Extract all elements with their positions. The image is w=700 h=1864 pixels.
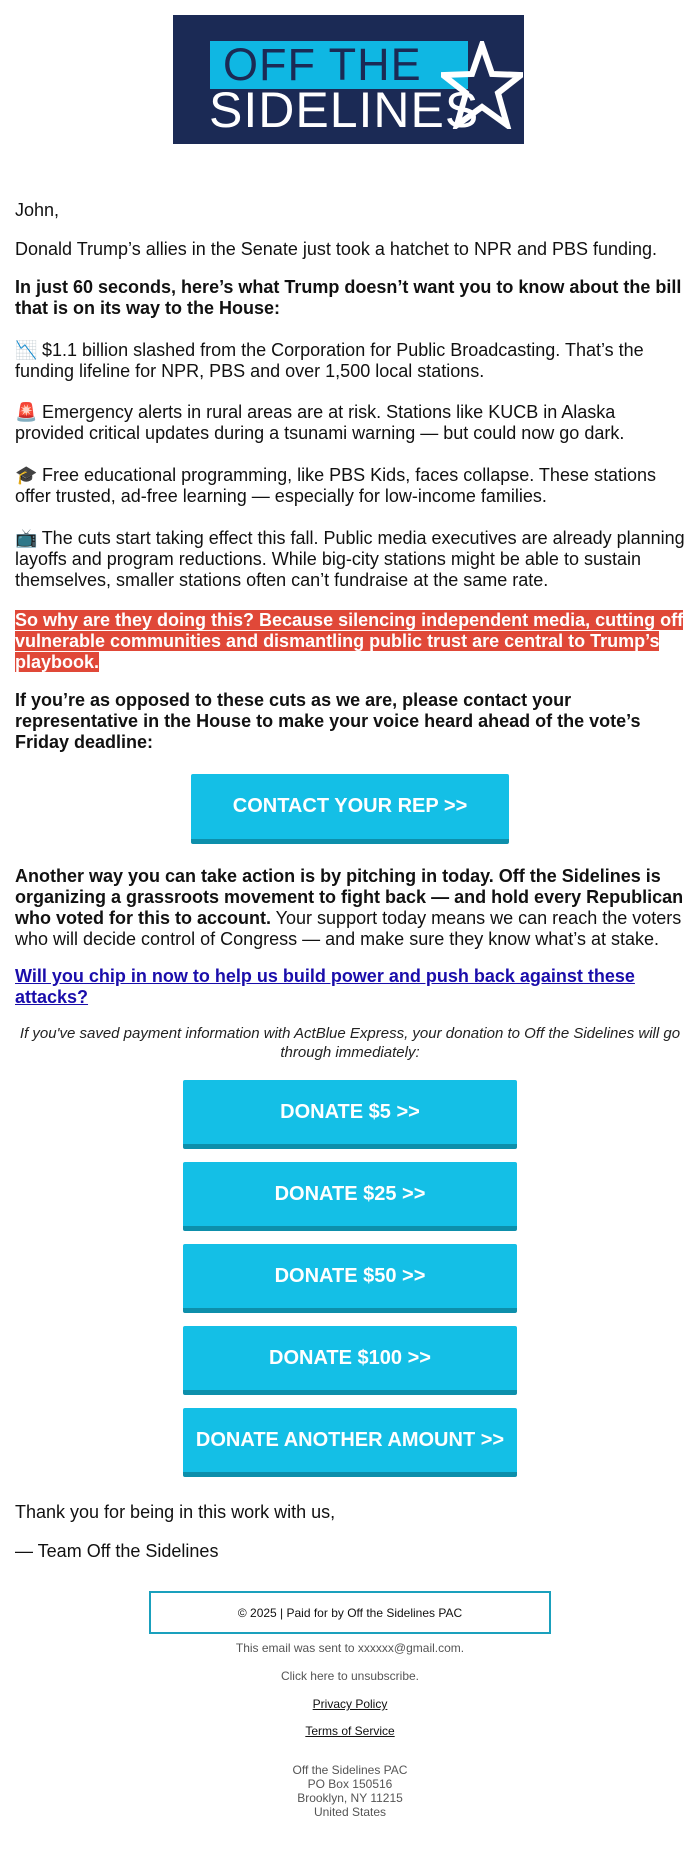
point-text: Free educational programming, like PBS Kids, faces collapse. These stations offer trusted, ad-free learning — especially for low-income families. <box>15 465 656 506</box>
point-text: Emergency alerts in rural areas are at risk. Stations like KUCB in Alaska provided critical updates during a tsunami warning — but could now go dark. <box>15 402 625 443</box>
contact-prompt: If you’re as opposed to these cuts as we are, please contact your representative in the House to make your voice heard ahead of the vote’s Friday deadline: <box>15 690 641 752</box>
point-text: $1.1 billion slashed from the Corporation for Public Broadcasting. That’s the funding lifeline for NPR, PBS and over 1,500 local stations. <box>15 340 644 381</box>
action-bold-text: Another way you can take action is by pitching in today. Off the Sidelines is organizing a grassroots movement to fight back — and hold every Republican who voted for this to account. <box>15 866 684 928</box>
point-1 <box>15 340 685 382</box>
donate-100-button[interactable]: DONATE $100 >> <box>183 1326 517 1395</box>
privacy-policy-link[interactable]: Privacy Policy <box>312 1697 388 1711</box>
terms-of-service-link[interactable]: Terms of Service <box>305 1724 395 1738</box>
unsubscribe-link[interactable]: Click here to unsubscribe. <box>280 1669 420 1683</box>
off-the-sidelines-logo[interactable] <box>173 15 524 144</box>
siren-icon: 🚨 <box>15 402 38 422</box>
address-line-1: Off the Sidelines PAC <box>292 1763 408 1777</box>
point-4 <box>15 528 685 591</box>
signoff-line: — Team Off the Sidelines <box>15 1541 219 1561</box>
contact-your-rep-button[interactable]: CONTACT YOUR REP >> <box>191 774 509 844</box>
donate-other-amount-button[interactable]: DONATE ANOTHER AMOUNT >> <box>183 1408 517 1477</box>
donate-50-button[interactable]: DONATE $50 >> <box>183 1244 517 1313</box>
thanks-line: Thank you for being in this work with us, <box>15 1502 336 1522</box>
highlight-paragraph <box>15 610 685 673</box>
star-icon <box>441 41 523 129</box>
action-paragraph <box>15 866 685 950</box>
donate-5-button[interactable]: DONATE $5 >> <box>183 1080 517 1149</box>
address-line-4: United States <box>313 1805 387 1819</box>
actblue-note: If you've saved payment information with ActBlue Express, your donation to Off the Sidelines will go through immediately: <box>19 1025 681 1061</box>
point-2 <box>15 402 685 444</box>
intro-paragraph: Donald Trump’s allies in the Senate just took a hatchet to NPR and PBS funding. <box>15 239 658 259</box>
chart-decreasing-icon: 📉 <box>15 340 38 360</box>
address-line-2: PO Box 150516 <box>307 1777 393 1791</box>
point-text: The cuts start taking effect this fall. Public media executives are already planning layoffs and program reductions. While big-city stations might be able to sustain themselves, smaller stations often can’t fundraise at the same rate. <box>15 528 685 590</box>
lead-paragraph: In just 60 seconds, here’s what Trump doesn’t want you to know about the bill that is on its way to the House: <box>15 277 682 318</box>
chip-in-link[interactable]: Will you chip in now to help us build power and push back against these attacks? <box>15 966 635 1007</box>
point-3 <box>15 465 685 507</box>
logo-line-1: OFF THE <box>223 39 422 90</box>
address-line-3: Brooklyn, NY 11215 <box>297 1791 403 1805</box>
television-icon: 📺 <box>15 528 38 548</box>
highlight-text: So why are they doing this? Because silencing independent media, cutting off vulnerable communities and dismantling public trust are central to Trump’s playbook. <box>15 610 684 672</box>
action-text: Your support today means we can reach the voters who will decide control of Congress — and make sure they know what’s at stake. <box>15 908 682 949</box>
sent-to-notice: This email was sent to xxxxxx@gmail.com. <box>235 1641 465 1655</box>
paid-for-text: © 2025 | Paid for by Off the Sidelines PAC <box>237 1605 463 1620</box>
graduation-cap-icon: 🎓 <box>15 465 38 485</box>
greeting: John, <box>15 200 60 220</box>
logo-line-2: SIDELINES <box>209 82 480 138</box>
paid-for-disclaimer <box>149 1591 551 1634</box>
donate-25-button[interactable]: DONATE $25 >> <box>183 1162 517 1231</box>
